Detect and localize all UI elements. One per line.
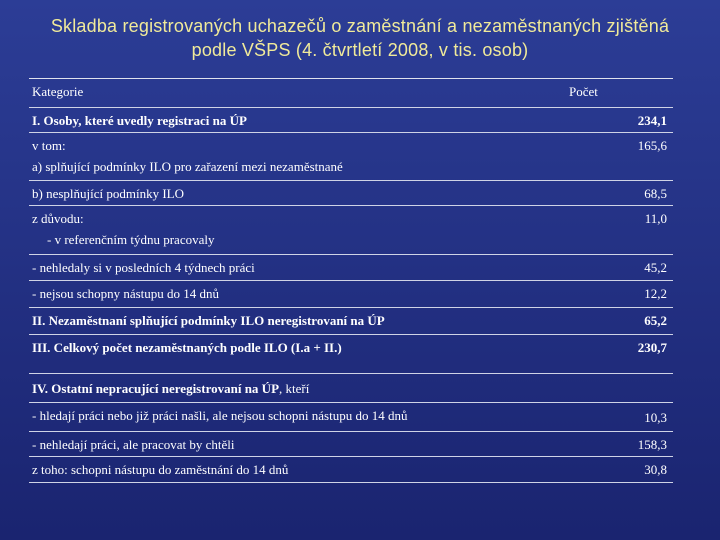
row-label-line1: z důvodu:	[32, 211, 84, 226]
data-table	[29, 78, 673, 483]
row-label-bold: IV. Ostatní nepracující neregistrovaní na ÚP	[32, 381, 280, 396]
row-value: 12,2	[644, 286, 667, 301]
table-row	[29, 307, 673, 333]
table-row	[29, 180, 673, 205]
table-row	[29, 456, 673, 483]
row-value: 158,3	[637, 437, 667, 452]
row-label: - nejsou schopny nástupu do 14 dnů	[32, 286, 220, 301]
row-value: 65,2	[644, 313, 667, 328]
row-value: 68,5	[644, 186, 667, 201]
row-value: 11,0	[644, 211, 667, 226]
row-value: 45,2	[644, 260, 667, 275]
table-row	[29, 402, 673, 431]
row-label: z toho: schopni nástupu do zaměstnání do 14 dnů	[32, 462, 289, 477]
table-row	[29, 431, 673, 456]
row-label: - nehledají práci, ale pracovat by chtěli	[32, 437, 235, 452]
row-label-rest: , kteří	[279, 381, 310, 396]
row-value: 230,7	[637, 340, 667, 355]
table-row	[29, 334, 673, 373]
title-line-1: Skladba registrovaných uchazečů o zaměstnání a nezaměstnaných zjištěná	[50, 16, 670, 36]
row-value: 10,3	[644, 410, 667, 425]
table-row	[29, 107, 673, 132]
row-label	[32, 135, 592, 177]
slide-title	[40, 14, 680, 62]
row-label-line2: - v referenčním týdnu pracovaly	[47, 232, 215, 247]
table-bottom-border	[29, 482, 673, 483]
header-category: Kategorie	[32, 84, 84, 99]
header-count: Počet	[569, 84, 598, 99]
row-label	[32, 208, 592, 250]
row-label	[32, 378, 592, 399]
row-label: I. Osoby, které uvedly registraci na ÚP	[32, 113, 247, 128]
row-value: 234,1	[637, 113, 667, 128]
row-label-line1: v tom:	[32, 138, 66, 153]
row-label-line2: a) splňující podmínky ILO pro zařazení mezi nezaměstnané	[32, 159, 343, 174]
table-row	[29, 254, 673, 280]
table-row	[29, 132, 673, 180]
row-label: - nehledaly si v posledních 4 týdnech práci	[32, 260, 255, 275]
title-line-2: podle VŠPS (4. čtvrtletí 2008, v tis. osob)	[191, 40, 529, 60]
table-row	[29, 280, 673, 305]
row-label: b) nesplňující podmínky ILO	[32, 186, 185, 201]
row-label: - hledají práci nebo již práci našli, ale nejsou schopni nástupu do 14 dnů	[32, 408, 408, 423]
row-label: II. Nezaměstnaní splňující podmínky ILO neregistrovaní na ÚP	[32, 313, 385, 328]
table-row	[29, 205, 673, 254]
table-row	[29, 373, 673, 402]
table-header-row	[29, 78, 673, 102]
row-value: 165,6	[637, 138, 667, 153]
row-value: 30,8	[644, 462, 667, 477]
row-label: III. Celkový počet nezaměstnaných podle ILO (I.a + II.)	[32, 340, 342, 355]
